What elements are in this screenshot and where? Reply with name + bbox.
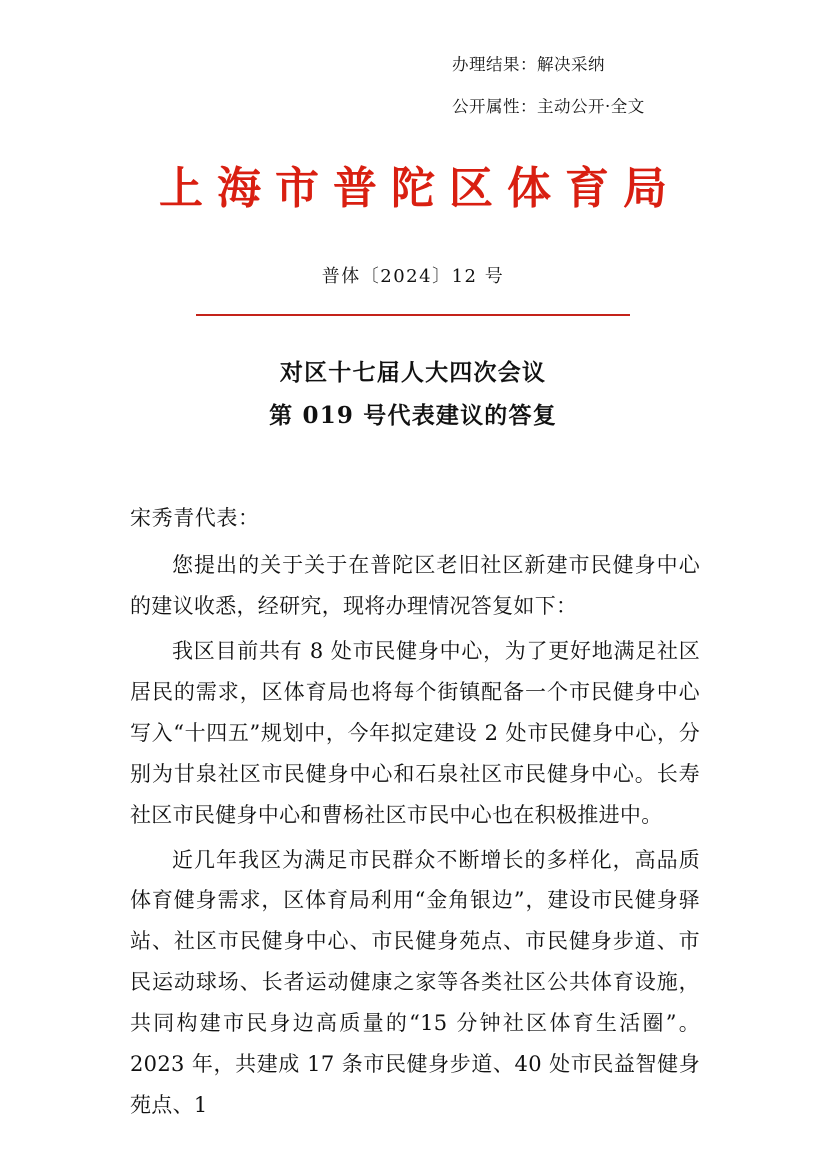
headline-line-2: 第 019 号代表建议的答复 bbox=[269, 401, 557, 429]
document-body bbox=[130, 498, 700, 1130]
disclosure-attribute-line: 公开属性：主动公开·全文 bbox=[452, 96, 645, 116]
body-paragraph: 您提出的关于关于在普陀区老旧社区新建市民健身中心的建议收悉，经研究，现将办理情况答复如下： bbox=[130, 552, 700, 618]
document-meta bbox=[452, 52, 792, 135]
body-paragraph: 我区目前共有 8 处市民健身中心，为了更好地满足社区居民的需求，区体育局也将每个街镇配备一个市民健身中心写入“十四五”规划中，今年拟定建设 2 处市民健身中心，分别为甘泉社区市民健身中心和石泉社区市民健身中心。长寿社区市民健身中心和曹杨社区市民中心也在积极推进中。 bbox=[130, 638, 700, 827]
document-number: 普体〔2024〕12 号 bbox=[321, 266, 505, 287]
salutation: 宋秀青代表： bbox=[130, 506, 260, 530]
headline-line-1: 对区十七届人大四次会议 bbox=[279, 359, 547, 386]
handling-result-line: 办理结果：解决采纳 bbox=[452, 55, 605, 74]
organization-title: 上海市普陀区体育局 bbox=[159, 163, 681, 214]
document-headline bbox=[0, 352, 826, 437]
body-paragraph: 近几年我区为满足市民群众不断增长的多样化，高品质体育健身需求，区体育局利用“金角银边”，建设市民健身驿站、社区市民健身中心、市民健身苑点、市民健身步道、市民运动球场、长者运动健康之家等各类社区公共体育设施，共同构建市民身边高质量的“15 分钟社区体育生活圈”。2023 年，共建成 17 条市民健身步道、40 处市民益智健身苑点、1 bbox=[130, 847, 700, 1118]
red-divider-rule bbox=[196, 314, 630, 316]
